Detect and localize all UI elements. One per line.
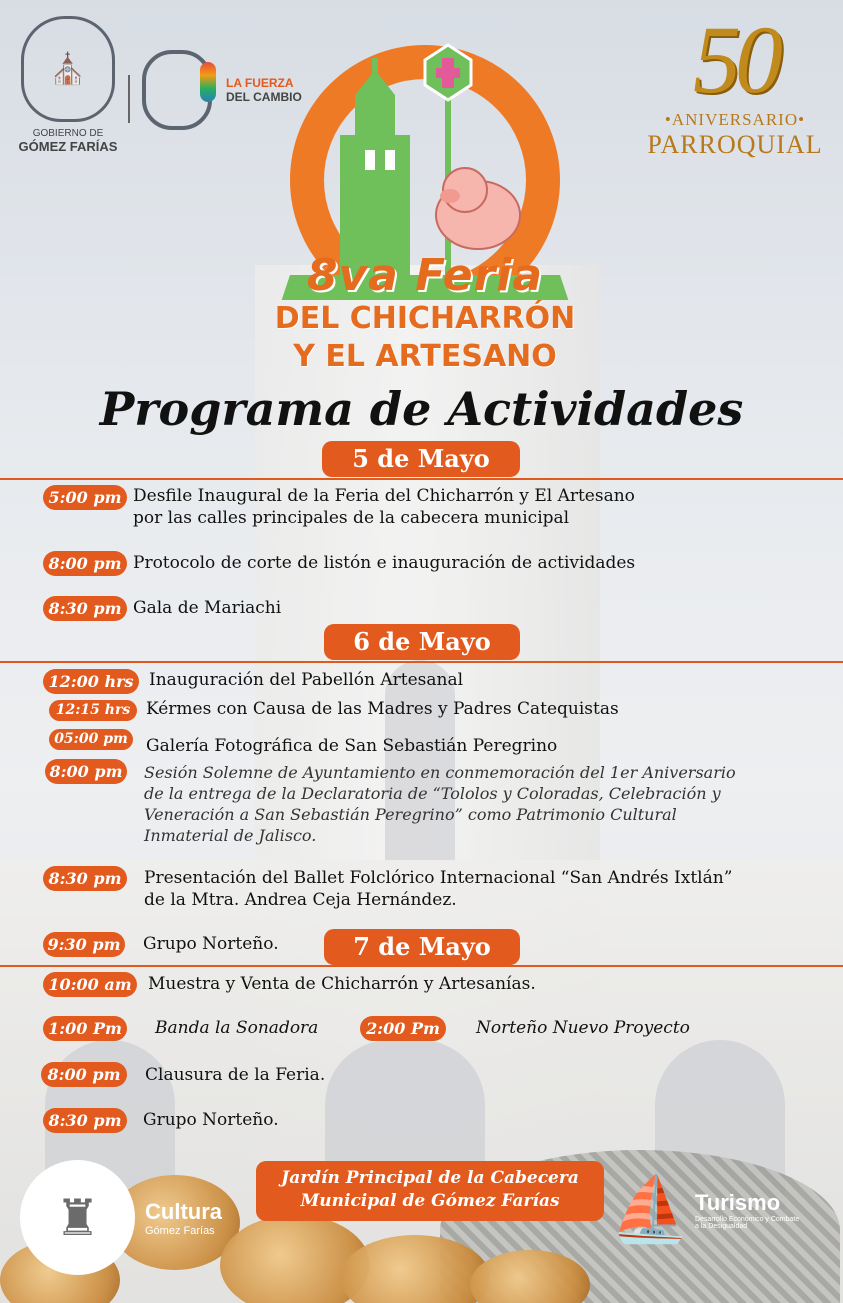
event-time: 8:00 pm (43, 551, 127, 576)
event-time: 8:30 pm (43, 1108, 127, 1133)
day-divider (0, 965, 843, 967)
event-time: 12:15 hrs (49, 700, 137, 721)
day-divider (0, 661, 843, 663)
event-time: 10:00 am (43, 972, 137, 997)
event-time: 8:00 pm (41, 1062, 127, 1087)
event-text: Inauguración del Pabellón Artesanal (149, 670, 464, 690)
event-text: Galería Fotográfica de San Sebastián Peregrino (146, 736, 558, 756)
event-time: 1:00 Pm (43, 1016, 127, 1041)
anniv-line1: •ANIVERSARIO• (664, 110, 806, 129)
event-text: Grupo Norteño. (143, 1110, 279, 1130)
feria-edition: 8va Feria (306, 250, 544, 301)
event-time: 8:00 pm (45, 759, 127, 784)
event-text: Gala de Mariachi (133, 598, 282, 618)
event-time: 2:00 Pm (360, 1016, 446, 1041)
event-line: Presentación del Ballet Folclórico Internacional “San Andrés Ixtlán” (144, 868, 733, 888)
logo-divider (128, 75, 130, 123)
event-text (144, 867, 732, 911)
fuerza-line2: DEL CAMBIO (226, 90, 302, 104)
gov-line2: GÓMEZ FARÍAS (18, 139, 118, 154)
location-banner (256, 1161, 604, 1221)
location-line2: Municipal de Gómez Farías (300, 1191, 560, 1211)
event-text: Clausura de la Feria. (145, 1065, 326, 1085)
event-text: Muestra y Venta de Chicharrón y Artesanías. (148, 974, 536, 994)
municipal-seal-icon: ⛪ (21, 16, 115, 122)
day-date: 5 de Mayo (322, 441, 520, 477)
event-time: 8:30 pm (43, 596, 127, 621)
cultura-logo (20, 1160, 222, 1275)
day-date: 7 de Mayo (324, 929, 520, 965)
event-time: 5:00 pm (43, 485, 127, 510)
turismo-sub: Desarrollo Económico y Combate a la Desigualdad (695, 1216, 800, 1230)
event-line: Inmaterial de Jalisco. (144, 826, 317, 845)
anniv-number: 50 (693, 6, 777, 113)
event-line: de la Mtra. Andrea Ceja Hernández. (144, 890, 457, 910)
event-text: Banda la Sonadora (155, 1018, 319, 1038)
event-time: 8:30 pm (43, 866, 127, 891)
event-text (133, 485, 635, 529)
event-time: 9:30 pm (43, 932, 125, 957)
fuerza-mark-icon (142, 50, 212, 130)
anniv-line2: PARROQUIAL (647, 130, 823, 159)
cultura-sub: Gómez Farías (145, 1224, 215, 1237)
program-title: Programa de Actividades (99, 382, 744, 436)
event-time: 05:00 pm (49, 729, 133, 750)
turismo-title: Turismo (695, 1190, 781, 1215)
cultura-title: Cultura (145, 1198, 222, 1224)
day-divider (0, 478, 843, 480)
event-text: Norteño Nuevo Proyecto (476, 1018, 690, 1038)
gobierno-logo (18, 16, 118, 154)
event-time: 12:00 hrs (43, 669, 139, 694)
fuerza-line1: LA FUERZA (226, 76, 294, 90)
cultura-icon: ♜ (20, 1160, 135, 1275)
event-text: Protocolo de corte de listón e inauguración de actividades (133, 553, 636, 573)
event-line: Desfile Inaugural de la Feria del Chicharrón y El Artesano (133, 486, 635, 506)
location-line1: Jardín Principal de la Cabecera (281, 1168, 579, 1188)
event-line: Sesión Solemne de Ayuntamiento en conmemoración del 1er Aniversario (144, 763, 736, 782)
event-text (144, 762, 736, 846)
day-date: 6 de Mayo (324, 624, 520, 660)
feria-logo (260, 40, 590, 390)
event-line: de la entrega de la Declaratoria de “Tololos y Coloradas, Celebración y (144, 784, 721, 803)
event-line: Veneración a San Sebastián Peregrino” como Patrimonio Cultural (144, 805, 677, 824)
event-text: Grupo Norteño. (143, 934, 279, 954)
turismo-icon: ⛵ (610, 1173, 690, 1247)
gov-line1: GOBIERNO DE (32, 128, 104, 139)
aniversario-logo (630, 6, 840, 160)
feria-line1: DEL CHICHARRÓN (274, 301, 576, 336)
event-text: Kérmes con Causa de las Madres y Padres Catequistas (146, 699, 619, 719)
event-line: por las calles principales de la cabecera municipal (133, 508, 570, 528)
feria-line2: Y EL ARTESANO (293, 339, 557, 374)
turismo-logo (605, 1160, 805, 1260)
